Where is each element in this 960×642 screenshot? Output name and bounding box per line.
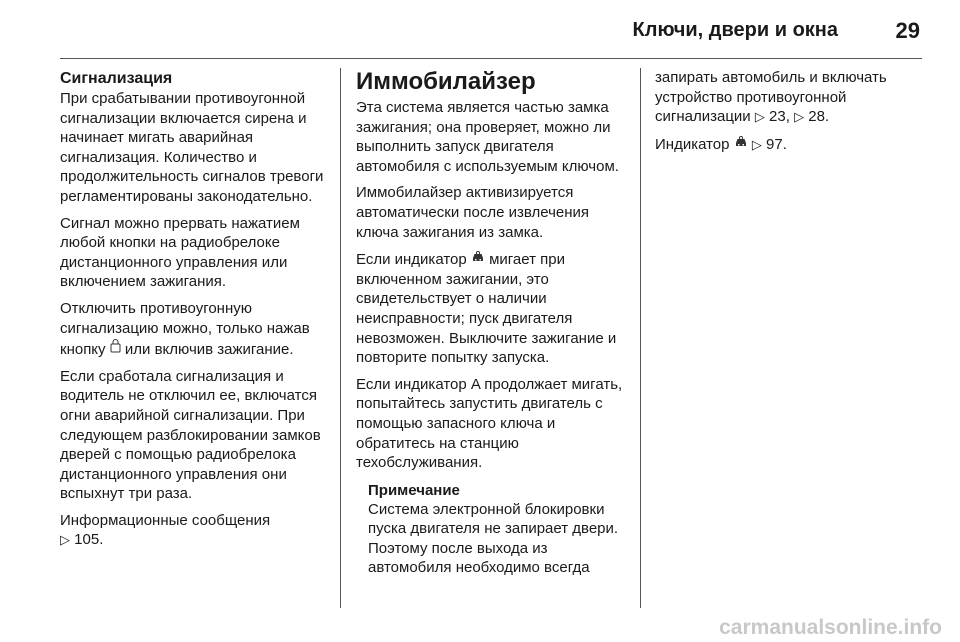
arrow-ref-icon: ▷ xyxy=(754,109,765,125)
page-number: 29 xyxy=(895,18,920,43)
paragraph-alarm-disable xyxy=(60,299,332,360)
paragraph-immobilizer-auto: Иммобилайзер активизируется автоматически после извлечения ключа зажигания из замка. xyxy=(356,184,590,241)
paragraph-lock-vehicle xyxy=(655,68,925,127)
arrow-ref-icon: ▷ xyxy=(60,532,70,548)
lock-button-icon xyxy=(110,338,121,359)
column-divider-2 xyxy=(640,68,641,608)
column-right xyxy=(655,68,925,161)
paragraph-indicator-ref xyxy=(655,134,925,155)
page-header xyxy=(0,0,960,58)
paragraph-alarm-trigger: При срабатывании противоугонной сигнализации включается сирена и начинает мигать аварийная сигнализация. Количество и продолжительность сигналов тревоги регламентированы законодательно. xyxy=(60,90,324,205)
text-indicator-b: мигает при включенном зажигании, это свидетельствует о наличии неисправности; пуск двигателя невозможен. Выключите зажигание и повторите попытку запуска. xyxy=(356,251,617,367)
note-block xyxy=(368,481,626,578)
watermark: carmanualsonline.info xyxy=(719,616,942,639)
text-indicator-a: Если индикатор xyxy=(356,251,467,269)
header-divider xyxy=(60,58,922,59)
section-title: Ключи, двери и окна xyxy=(632,19,838,41)
heading-immobilizer: Иммобилайзер xyxy=(356,68,536,95)
link-ref-97[interactable]: 97. xyxy=(766,135,787,153)
column-divider-1 xyxy=(340,68,341,608)
link-ref-28[interactable]: 28. xyxy=(808,108,830,126)
paragraph-immobilizer-spare-key: Если индикатор A продолжает мигать, попытайтесь запустить двигатель с помощью запасного ключа и обратитесь на станцию техобслуживания. xyxy=(356,375,623,472)
paragraph-alarm-interrupt: Сигнал можно прервать нажатием любой кнопки на радиобрелоке дистанционного управления или включением зажигания. xyxy=(60,214,300,291)
paragraph-immobilizer-indicator xyxy=(356,249,626,368)
heading-alarm: Сигнализация xyxy=(60,70,173,87)
arrow-ref-icon: ▷ xyxy=(751,136,762,152)
text-lock-vehicle: запирать автомобиль и включать устройство противоугонной сигнализации xyxy=(655,69,887,126)
paragraph-info-messages xyxy=(60,511,332,550)
paragraph-alarm-hazard: Если сработала сигнализация и водитель не отключил ее, включатся огни аварийной сигнализации. При следующем разблокировании замков дверей с помощью радиобрелока дистанционного управления они вспыхнут три раза. xyxy=(60,367,321,503)
link-ref-105[interactable]: 105. xyxy=(74,531,104,549)
note-text: Система электронной блокировки пуска двигателя не запирает двери. Поэтому после выхода из автомобиля необходимо всегда xyxy=(368,500,619,577)
text-info-messages: Информационные сообщения xyxy=(60,511,271,529)
link-ref-23[interactable]: 23, xyxy=(769,108,790,126)
immobilizer-car-key-icon xyxy=(471,249,485,269)
column-middle xyxy=(356,68,626,578)
note-title: Примечание xyxy=(368,481,460,499)
arrow-ref-icon: ▷ xyxy=(794,109,805,125)
column-left xyxy=(60,68,332,557)
immobilizer-car-key-icon xyxy=(734,134,748,154)
paragraph-immobilizer-intro: Эта система является частью замка зажигания; она проверяет, можно ли выполнить запуск двигателя автомобиля с используемым ключом. xyxy=(356,99,619,175)
text-disable-b: или включив зажигание. xyxy=(124,341,294,359)
text-disable-a: Отключить противоугонную сигнализацию можно, только нажав кнопку xyxy=(60,299,310,359)
text-indicator-label: Индикатор xyxy=(655,135,730,153)
